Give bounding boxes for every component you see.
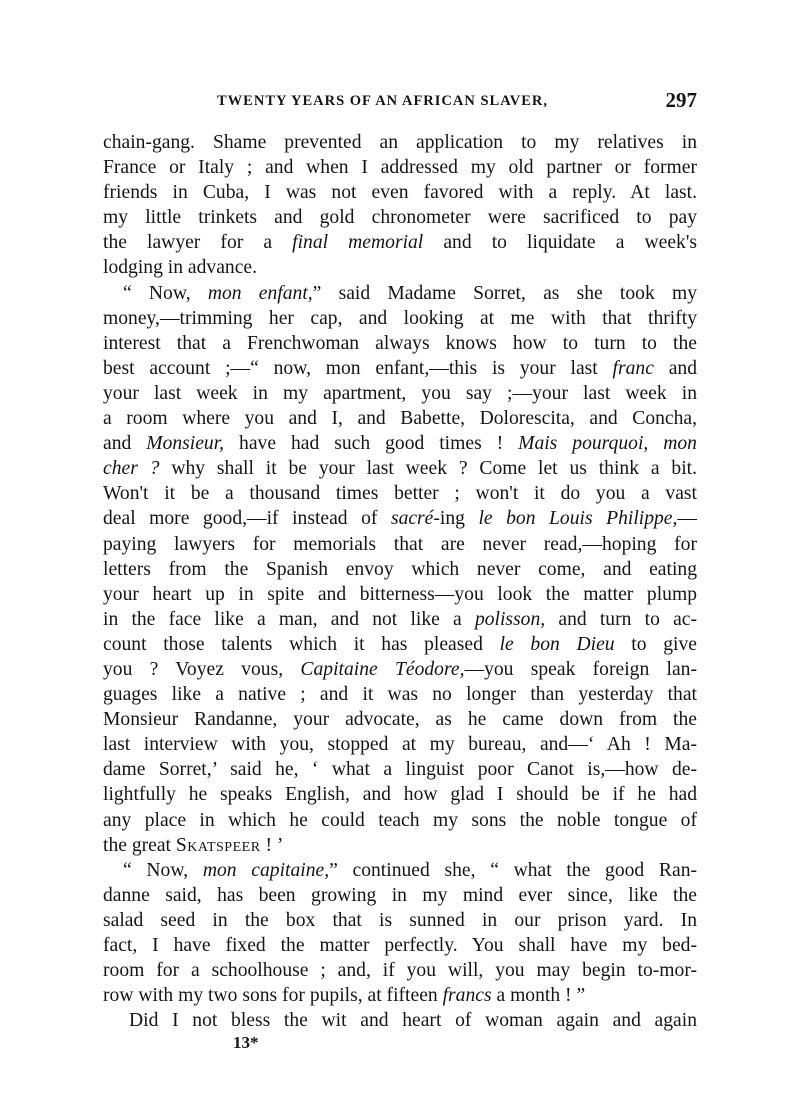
text-line [103, 130, 697, 155]
text-run: and [653, 357, 697, 379]
text-run: Won't it be a thousand times better ; won't it do you a vast [103, 483, 697, 505]
text-run: paying lawyers for memorials that are never read,—hoping for [103, 533, 697, 555]
text-line [103, 281, 697, 306]
italic-text-run: Capitaine Téodore, [300, 658, 465, 680]
signature-mark: 13* [233, 1033, 259, 1052]
text-run: and turn to ac- [545, 608, 697, 630]
text-line [103, 833, 697, 858]
text-run: chain-gang. Shame prevented an application to my relatives in [103, 132, 697, 153]
text-run: fact, I have fixed the matter perfectly. You shall have my bed- [103, 935, 697, 956]
text-run: interest that a Frenchwoman always knows how to turn to the [103, 332, 697, 354]
italic-text-run: mon capitaine, [202, 859, 330, 881]
text-line [103, 983, 697, 1008]
italic-text-run: cher ? [103, 458, 160, 480]
text-line [103, 958, 697, 983]
text-run: “ Now, [123, 859, 203, 881]
running-title: TWENTY YEARS OF AN AFRICAN SLAVER, [217, 93, 549, 109]
italic-text-run: mon enfant, [207, 282, 313, 304]
text-run: why shall it be your last week ? Come let us think a bit. [159, 458, 697, 480]
text-run: -ing [433, 508, 479, 530]
text-run: ! ’ [260, 834, 284, 856]
text-run: count those talents which it has pleased [103, 633, 500, 655]
text-run: deal more good,—if instead of [103, 508, 391, 530]
text-line [103, 506, 697, 531]
text-run: a room where you and I, and Babette, Dolorescita, and Concha, [103, 408, 697, 430]
italic-text-run: polisson, [474, 608, 546, 630]
text-run: danne said, has been growing in my mind ever since, like the [103, 884, 697, 906]
text-run: your heart up in spite and bitterness—you look the matter plump [103, 583, 697, 605]
text-line [103, 782, 697, 807]
text-line [103, 356, 697, 381]
text-run: “ Now, [123, 282, 208, 304]
text-line [103, 255, 697, 280]
text-run: lightfully he speaks English, and how glad I should be if he had [103, 784, 697, 806]
text-run: — [677, 508, 697, 530]
text-line [103, 682, 697, 707]
text-run: last interview with you, stopped at my bureau, and—‘ Ah ! Ma- [103, 734, 697, 756]
text-run: friends in Cuba, I was not even favored with a reply. At last. [103, 182, 697, 204]
text-line [103, 582, 697, 607]
text-run: your last week in my apartment, you say ;—your last week in [103, 382, 697, 404]
text-line [103, 532, 697, 557]
text-line [103, 557, 697, 582]
text-line [103, 908, 697, 933]
text-run: best account ;—“ now, mon enfant,—this is your last [103, 357, 613, 379]
text-run: salad seed in the box that is sunned in our prison yard. In [103, 909, 697, 931]
text-line [103, 155, 697, 180]
text-line [103, 858, 697, 883]
italic-text-run: Monsieur, [146, 433, 225, 455]
text-line [103, 808, 697, 833]
italic-text-run: francs [442, 985, 492, 1007]
text-line [103, 331, 697, 356]
text-line [103, 481, 697, 506]
text-run: Did I not bless the wit and heart of woman again and again [129, 1010, 697, 1032]
text-run: my little trinkets and gold chronometer were sacrificed to pay [103, 207, 697, 229]
text-line [103, 306, 697, 331]
page-number: 297 [665, 88, 697, 112]
text-line [103, 406, 697, 431]
text-line [103, 180, 697, 205]
text-run: row with my two sons for pupils, at fifteen [103, 985, 443, 1007]
italic-text-run: le bon Dieu [499, 633, 615, 655]
text-line [103, 757, 697, 782]
text-run: money,—trimming her cap, and looking at me with that thrifty [103, 307, 697, 329]
italic-text-run: le bon Louis Philippe, [478, 508, 678, 530]
text-run: letters from the Spanish envoy which never come, and eating [103, 558, 697, 580]
text-line [103, 732, 697, 757]
text-run: in the face like a man, and not like a [103, 608, 475, 630]
text-line [103, 632, 697, 657]
text-line [103, 707, 697, 732]
text-line [103, 607, 697, 632]
running-head [103, 88, 697, 116]
text-run: ” said Madame Sorret, as she took my [312, 282, 698, 304]
text-run: and to liquidate a week's [423, 232, 697, 254]
text-run: France or Italy ; and when I addressed my old partner or former [103, 157, 697, 179]
text-line [103, 933, 697, 958]
text-line [103, 1008, 697, 1033]
text-run: guages like a native ; and it was no longer than yesterday that [103, 684, 697, 706]
text-line [103, 431, 697, 456]
text-line [103, 657, 697, 682]
italic-text-run: final memorial [292, 232, 424, 254]
italic-text-run: franc [612, 357, 654, 379]
text-line [103, 230, 697, 255]
text-run: ” continued she, “ what the good Ran- [329, 859, 698, 881]
text-run: room for a schoolhouse ; and, if you will, you may begin to-mor- [103, 960, 697, 982]
text-run: have had such good times ! [224, 433, 519, 455]
text-line [103, 381, 697, 406]
text-line [103, 456, 697, 481]
text-run: Monsieur Randanne, your advocate, as he came down from the [103, 709, 697, 731]
italic-text-run: sacré [390, 508, 434, 530]
text-run: lodging in advance. [103, 257, 257, 279]
text-run: to give [614, 633, 697, 655]
body-text [103, 130, 697, 1033]
text-run: dame Sorret,’ said he, ‘ what a linguist poor Canot is,—how de- [103, 759, 697, 781]
text-run: the great [103, 834, 176, 856]
italic-text-run: Mais pourquoi, mon [518, 433, 697, 455]
text-line [103, 883, 697, 908]
small-caps-text-run: Skatspeer [175, 834, 261, 856]
text-run: any place in which he could teach my sons the noble tongue of [103, 809, 697, 831]
text-run: and [103, 433, 147, 455]
text-run: the lawyer for a [103, 232, 293, 254]
text-run: you ? Voyez vous, [103, 658, 301, 680]
text-run: —you speak foreign lan- [464, 658, 697, 680]
text-run: a month ! ” [491, 985, 586, 1007]
text-line [103, 205, 697, 230]
